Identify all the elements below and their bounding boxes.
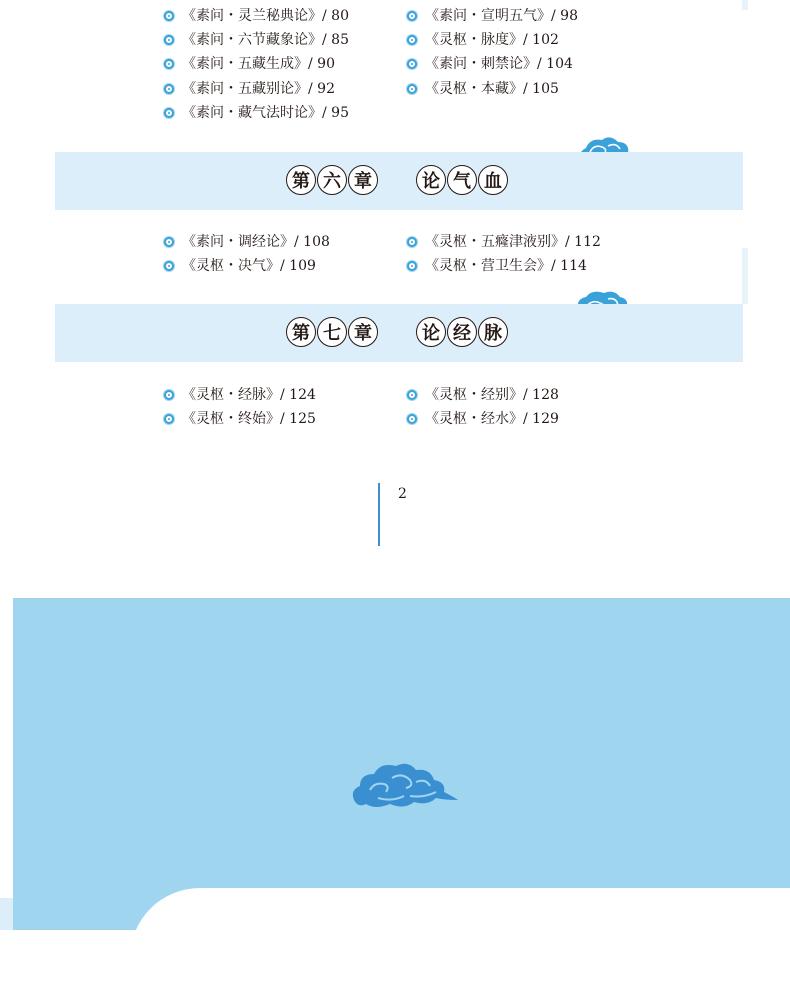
ring-bullet-icon bbox=[164, 414, 174, 424]
toc-entry[interactable]: 《素问・五藏生成》/ 90 bbox=[182, 56, 335, 72]
ring-bullet-icon bbox=[164, 84, 174, 94]
ring-bullet-icon bbox=[164, 59, 174, 69]
toc-entry[interactable]: 《灵枢・经别》/ 128 bbox=[425, 387, 559, 403]
corner-strip bbox=[0, 898, 13, 930]
chapter-char: 第 bbox=[286, 165, 316, 195]
toc-entry[interactable]: 《素问・灵兰秘典论》/ 80 bbox=[182, 8, 349, 24]
chapter-char: 六 bbox=[317, 165, 347, 195]
toc-entry[interactable]: 《灵枢・经水》/ 129 bbox=[425, 411, 559, 427]
page-number-rule bbox=[378, 483, 380, 546]
ring-bullet-icon bbox=[407, 11, 417, 21]
chapter-char: 章 bbox=[348, 317, 378, 347]
toc-entry[interactable]: 《灵枢・决气》/ 109 bbox=[182, 258, 316, 274]
chapter-char: 第 bbox=[286, 317, 316, 347]
ring-bullet-icon bbox=[407, 261, 417, 271]
ring-bullet-icon bbox=[407, 35, 417, 45]
toc-entry[interactable]: 《素问・调经论》/ 108 bbox=[182, 234, 330, 250]
ring-bullet-icon bbox=[407, 414, 417, 424]
ring-bullet-icon bbox=[164, 261, 174, 271]
chapter-6-band bbox=[55, 152, 743, 210]
page-number: 2 bbox=[398, 486, 407, 502]
toc-entry[interactable]: 《灵枢・本藏》/ 105 bbox=[425, 81, 559, 97]
ring-bullet-icon bbox=[407, 84, 417, 94]
edge-bar-top bbox=[742, 0, 748, 10]
ring-bullet-icon bbox=[164, 108, 174, 118]
toc-entry[interactable]: 《灵枢・五癃津液别》/ 112 bbox=[425, 234, 601, 250]
chapter-char: 七 bbox=[317, 317, 347, 347]
chapter-7-title bbox=[416, 317, 509, 347]
toc-entry[interactable]: 《灵枢・终始》/ 125 bbox=[182, 411, 316, 427]
ring-bullet-icon bbox=[164, 237, 174, 247]
chapter-char: 脉 bbox=[478, 317, 508, 347]
auspicious-cloud-icon bbox=[348, 760, 460, 812]
edge-bar-middle bbox=[742, 248, 748, 304]
chapter-char: 血 bbox=[478, 165, 508, 195]
ring-bullet-icon bbox=[164, 35, 174, 45]
toc-entry[interactable]: 《素问・五藏别论》/ 92 bbox=[182, 81, 335, 97]
ring-bullet-icon bbox=[407, 59, 417, 69]
toc-entry[interactable]: 《灵枢・经脉》/ 124 bbox=[182, 387, 316, 403]
chapter-char: 论 bbox=[416, 317, 446, 347]
chapter-char: 章 bbox=[348, 165, 378, 195]
ring-bullet-icon bbox=[407, 390, 417, 400]
chapter-char: 论 bbox=[416, 165, 446, 195]
chapter-char: 气 bbox=[447, 165, 477, 195]
ring-bullet-icon bbox=[164, 390, 174, 400]
chapter-6-label bbox=[286, 165, 379, 195]
chapter-7-label bbox=[286, 317, 379, 347]
ring-bullet-icon bbox=[164, 11, 174, 21]
chapter-7-band bbox=[55, 304, 743, 362]
page-curve bbox=[130, 888, 790, 1008]
toc-entry[interactable]: 《素问・藏气法时论》/ 95 bbox=[182, 105, 349, 121]
toc-entry[interactable]: 《素问・刺禁论》/ 104 bbox=[425, 56, 573, 72]
toc-entry[interactable]: 《素问・宣明五气》/ 98 bbox=[425, 8, 578, 24]
toc-entry[interactable]: 《素问・六节藏象论》/ 85 bbox=[182, 32, 349, 48]
toc-entry[interactable]: 《灵枢・脉度》/ 102 bbox=[425, 32, 559, 48]
ring-bullet-icon bbox=[407, 237, 417, 247]
chapter-char: 经 bbox=[447, 317, 477, 347]
chapter-6-title bbox=[416, 165, 509, 195]
toc-entry[interactable]: 《灵枢・营卫生会》/ 114 bbox=[425, 258, 587, 274]
